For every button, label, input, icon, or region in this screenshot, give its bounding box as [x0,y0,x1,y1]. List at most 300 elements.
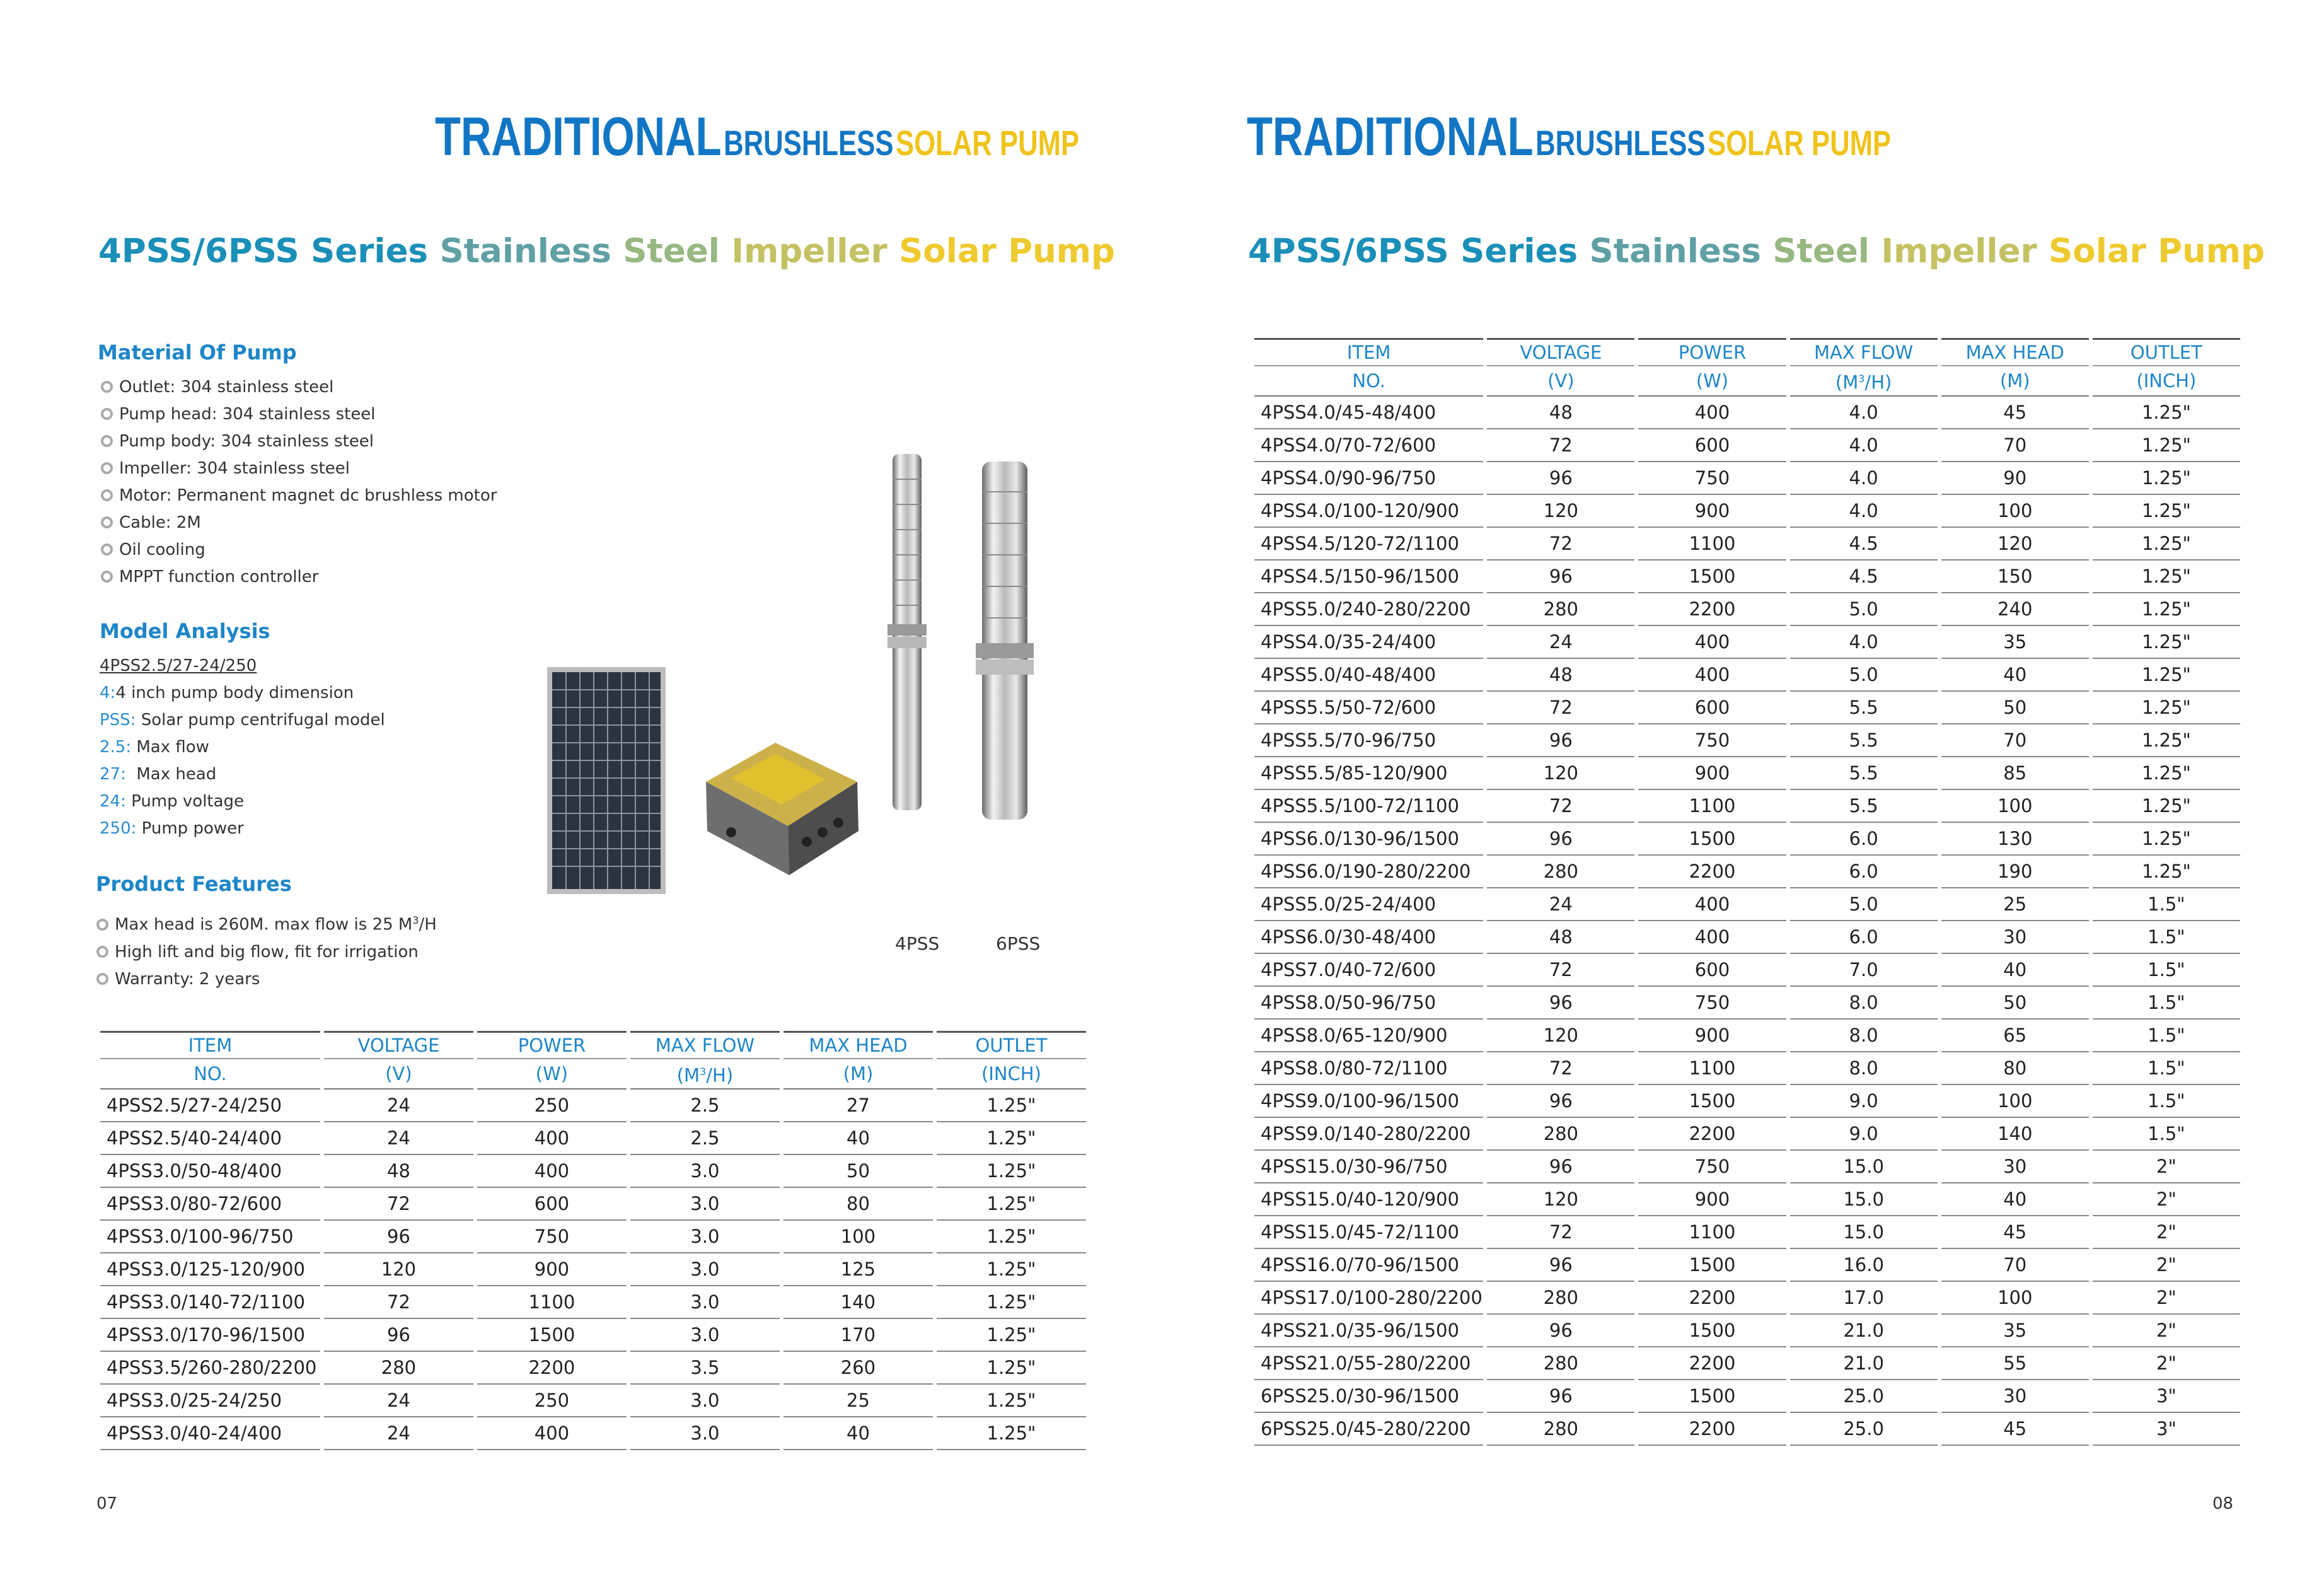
model-key: 24: [100,792,126,811]
table-cell: 1.5" [2093,1085,2240,1118]
table-cell: 1.25" [937,1286,1086,1319]
table-cell: 3" [2093,1413,2240,1446]
table-row [1254,495,2240,528]
table-cell: 4PSS3.0/100-96/750 [100,1221,320,1253]
table-cell: 72 [1487,528,1634,561]
table-cell: 1500 [1638,1085,1786,1118]
material-item: MPPT function controller [119,567,319,586]
model-key: 4: [100,683,116,702]
table-cell: 2" [2093,1183,2240,1216]
table-cell: 4PSS3.0/40-24/400 [100,1417,320,1450]
table-cell: 90 [1941,462,2089,495]
table-cell: 1.25" [2093,856,2240,888]
table-cell: 96 [1487,1249,1634,1282]
table-row [1254,593,2240,626]
table-cell: 2" [2093,1249,2240,1282]
table-cell: 900 [1638,1020,1786,1052]
table-row [1254,1347,2240,1380]
table-cell: 280 [1487,1347,1634,1380]
table-cell: 6PSS25.0/45-280/2200 [1254,1413,1483,1446]
unit-text: /H) [706,1064,734,1086]
table-cell: 600 [1638,954,1786,987]
list-item [96,966,437,993]
table-cell: 750 [1638,724,1786,757]
table-cell: 2" [2093,1216,2240,1249]
model-item [100,680,385,707]
model-key: 250: [100,819,137,838]
table-cell: 1.25" [2093,692,2240,724]
table-cell: 85 [1941,757,2089,790]
table-cell: 100 [1941,1282,2089,1315]
col-header: POWER [477,1031,627,1059]
table-cell: 50 [783,1155,933,1188]
table-cell: 65 [1941,1020,2089,1052]
table-cell: 40 [1941,659,2089,692]
material-item: Impeller: 304 stainless steel [119,459,350,478]
table-cell: 4PSS9.0/100-96/1500 [1254,1085,1483,1118]
spec-table-left [96,1031,1090,1450]
table-cell: 80 [783,1188,933,1221]
table-header-row [100,1059,1086,1090]
list-item [101,537,497,564]
table-cell: 48 [1487,921,1634,954]
table-cell: 250 [477,1385,627,1417]
table-cell: 4PSS5.5/70-96/750 [1254,724,1483,757]
table-row [1254,888,2240,921]
header-traditional: TRADITIONAL [1247,107,1534,167]
table-row [100,1352,1086,1385]
table-cell: 4.0 [1790,626,1938,659]
table-cell: 45 [1941,1413,2089,1446]
table-cell: 70 [1941,1249,2089,1282]
model-value: Pump voltage [125,792,245,811]
header-brushless: BRUSHLESS [1535,123,1706,163]
table-cell: 72 [1487,692,1634,724]
table-cell: 4PSS3.0/80-72/600 [100,1188,320,1221]
table-cell: 2" [2093,1282,2240,1315]
col-header: MAX HEAD [1941,338,2089,366]
table-cell: 9.0 [1790,1085,1938,1118]
table-cell: 6.0 [1790,856,1938,888]
table-cell: 750 [1638,987,1786,1020]
table-cell: 4.5 [1790,528,1938,561]
table-cell: 72 [1487,954,1634,987]
table-cell: 4PSS4.5/150-96/1500 [1254,561,1483,593]
table-row [100,1122,1086,1155]
col-header: MAX FLOW [1790,338,1938,366]
table-cell: 3.0 [630,1286,780,1319]
table-cell: 120 [324,1253,473,1286]
model-value: Max flow [131,738,209,757]
table-cell: 5.5 [1790,790,1938,823]
spec-table-right [1251,338,2244,1446]
table-row [1254,1216,2240,1249]
table-cell: 260 [783,1352,933,1385]
subtitle-stainless: Stainless [1589,232,1761,270]
col-unit: (W) [1638,366,1786,397]
table-cell: 6.0 [1790,823,1938,856]
feature-text: High lift and big flow, fit for irrigation [115,942,419,962]
bullet-icon [101,571,113,583]
list-item [101,482,497,509]
table-cell: 5.5 [1790,692,1938,724]
list-item [101,401,497,428]
table-cell: 4PSS5.5/50-72/600 [1254,692,1483,724]
table-cell: 8.0 [1790,987,1938,1020]
table-cell: 4.0 [1790,429,1938,462]
table-cell: 900 [1638,757,1786,790]
table-cell: 1100 [477,1286,627,1319]
subtitle-stainless: Stainless [439,232,611,270]
table-cell: 4PSS21.0/35-96/1500 [1254,1315,1483,1347]
table-header-row [100,1031,1086,1059]
col-header: ITEM [100,1031,320,1059]
table-cell: 24 [324,1122,473,1155]
table-cell: 2200 [1638,1413,1786,1446]
table-cell: 4PSS15.0/30-96/750 [1254,1151,1483,1183]
table-cell: 140 [783,1286,933,1319]
table-cell: 2200 [477,1352,627,1385]
bullet-icon [101,381,113,393]
table-cell: 1500 [477,1319,627,1352]
col-unit: (W) [477,1059,627,1090]
model-key: 2.5: [100,738,132,757]
table-row [1254,1052,2240,1085]
table-cell: 1500 [1638,561,1786,593]
table-cell: 1.25" [937,1155,1086,1188]
table-cell: 280 [324,1352,473,1385]
col-unit: (V) [324,1059,473,1090]
table-cell: 48 [1487,397,1634,429]
table-cell: 140 [1941,1118,2089,1151]
table-cell: 400 [1638,888,1786,921]
col-unit: (M) [783,1059,933,1090]
col-header: VOLTAGE [1487,338,1634,366]
subtitle-solar-pump: Solar Pump [899,232,1115,270]
table-cell: 400 [1638,397,1786,429]
table-cell: 4PSS4.0/35-24/400 [1254,626,1483,659]
table-cell: 4PSS3.0/25-24/250 [100,1385,320,1417]
table-cell: 100 [783,1221,933,1253]
table-cell: 45 [1941,397,2089,429]
table-row [1254,823,2240,856]
table-cell: 1.25" [2093,429,2240,462]
unit-sup: 3 [1858,373,1865,385]
controller-icon [706,743,858,875]
header-solar-pump: SOLAR PUMP [895,123,1080,163]
table-cell: 4PSS4.0/100-120/900 [1254,495,1483,528]
table-cell: 55 [1941,1347,2089,1380]
table-cell: 5.0 [1790,888,1938,921]
col-header: POWER [1638,338,1786,366]
table-row [100,1385,1086,1417]
table-cell: 5.5 [1790,757,1938,790]
pump-4pss-icon [887,454,927,810]
table-cell: 24 [324,1090,473,1122]
table-row [1254,1151,2240,1183]
table-cell: 17.0 [1790,1282,1938,1315]
table-cell: 1.25" [2093,593,2240,626]
model-value: Max head [125,765,217,784]
list-item [101,564,497,591]
table-cell: 750 [1638,1151,1786,1183]
table-cell: 1.25" [2093,724,2240,757]
table-row [1254,1183,2240,1216]
table-row [100,1188,1086,1221]
bullet-icon [101,489,113,501]
table-cell: 1.5" [2093,888,2240,921]
feature-text: Max head is 260M. max flow is 25 M [115,915,413,934]
table-row [1254,1282,2240,1315]
table-cell: 72 [324,1286,473,1319]
table-cell: 400 [1638,626,1786,659]
subtitle-series: 4PSS/6PSS Series [98,232,429,270]
table-cell: 1.5" [2093,1020,2240,1052]
table-cell: 25.0 [1790,1413,1938,1446]
table-cell: 4PSS5.0/25-24/400 [1254,888,1483,921]
table-cell: 4PSS3.5/260-280/2200 [100,1352,320,1385]
table-row [1254,724,2240,757]
table-cell: 280 [1487,1118,1634,1151]
table-row [1254,790,2240,823]
table-cell: 1.25" [2093,823,2240,856]
model-item [100,815,385,842]
list-item [101,509,497,537]
table-cell: 4PSS2.5/27-24/250 [100,1090,320,1122]
table-row [1254,1315,2240,1347]
table-cell: 1500 [1638,1315,1786,1347]
material-item: Pump body: 304 stainless steel [119,432,374,451]
table-cell: 4PSS6.0/30-48/400 [1254,921,1483,954]
table-cell: 1.25" [937,1417,1086,1450]
page-number-right: 08 [2212,1494,2234,1513]
table-cell: 4PSS2.5/40-24/400 [100,1122,320,1155]
model-title: Model Analysis [100,619,270,643]
bullet-icon [101,516,113,528]
table-cell: 2.5 [630,1122,780,1155]
table-cell: 1.25" [2093,495,2240,528]
table-cell: 21.0 [1790,1315,1938,1347]
table-cell: 70 [1941,724,2089,757]
table-header-row [1254,338,2240,366]
table-cell: 400 [1638,659,1786,692]
label-4pss: 4PSS [895,933,940,954]
model-value: 4 inch pump body dimension [115,683,354,702]
table-row [1254,757,2240,790]
col-unit: (M) [1941,366,2089,397]
table-cell: 30 [1941,921,2089,954]
unit-text: /H) [1864,371,1892,393]
col-header: MAX FLOW [630,1031,780,1059]
table-cell: 96 [1487,987,1634,1020]
table-cell: 5.5 [1790,724,1938,757]
label-6pss: 6PSS [996,933,1041,954]
table-cell: 4PSS6.0/190-280/2200 [1254,856,1483,888]
list-item [96,939,437,966]
table-row [100,1417,1086,1450]
table-cell: 40 [1941,954,2089,987]
table-cell: 50 [1941,987,2089,1020]
table-cell: 1500 [1638,823,1786,856]
material-title: Material Of Pump [98,340,297,364]
table-cell: 70 [1941,429,2089,462]
table-cell: 96 [1487,1151,1634,1183]
pump-6pss-icon [976,462,1034,820]
table-cell: 72 [1487,429,1634,462]
table-cell: 100 [1941,1085,2089,1118]
table-row [100,1319,1086,1352]
unit-text: (M [1835,371,1859,393]
table-cell: 4PSS3.0/125-120/900 [100,1253,320,1286]
table-row [1254,462,2240,495]
table-cell: 1.5" [2093,1052,2240,1085]
table-cell: 3.0 [630,1319,780,1352]
unit-text: (M [676,1064,700,1086]
table-cell: 400 [477,1155,627,1188]
subtitle-impeller: Impeller [1881,232,2037,270]
table-cell: 120 [1487,1183,1634,1216]
table-cell: 400 [1638,921,1786,954]
table-cell: 4PSS3.0/50-48/400 [100,1155,320,1188]
table-cell: 96 [1487,462,1634,495]
table-cell: 3.0 [630,1221,780,1253]
table-row [100,1253,1086,1286]
col-header: OUTLET [2093,338,2240,366]
col-unit [1790,366,1938,397]
table-cell: 100 [1941,495,2089,528]
col-unit: (INCH) [2093,366,2240,397]
table-cell: 190 [1941,856,2089,888]
table-cell: 1.5" [2093,921,2240,954]
table-cell: 4PSS6.0/130-96/1500 [1254,823,1483,856]
subtitle-impeller: Impeller [731,232,887,270]
table-cell: 280 [1487,1282,1634,1315]
table-cell: 2" [2093,1151,2240,1183]
col-header: VOLTAGE [324,1031,473,1059]
table-cell: 400 [477,1417,627,1450]
table-row [1254,626,2240,659]
table-cell: 4PSS21.0/55-280/2200 [1254,1347,1483,1380]
table-cell: 280 [1487,856,1634,888]
page-number-left: 07 [96,1494,118,1513]
table-cell: 600 [477,1188,627,1221]
table-cell: 1.5" [2093,954,2240,987]
table-cell: 1500 [1638,1380,1786,1413]
table-cell: 3.0 [630,1385,780,1417]
table-cell: 1.25" [937,1319,1086,1352]
table-row [1254,954,2240,987]
table-cell: 1.25" [937,1352,1086,1385]
table-cell: 96 [324,1221,473,1253]
left-subtitle [98,232,1115,270]
table-cell: 72 [324,1188,473,1221]
solar-panel-icon [547,667,666,894]
table-cell: 4PSS17.0/100-280/2200 [1254,1282,1483,1315]
table-cell: 4PSS4.0/45-48/400 [1254,397,1483,429]
table-cell: 30 [1941,1151,2089,1183]
table-cell: 24 [1487,626,1634,659]
table-cell: 6PSS25.0/30-96/1500 [1254,1380,1483,1413]
subtitle-steel: Steel [623,232,720,270]
table-cell: 4PSS8.0/80-72/1100 [1254,1052,1483,1085]
table-row [1254,856,2240,888]
table-cell: 3.0 [630,1417,780,1450]
table-row [1254,692,2240,724]
model-item [100,761,385,788]
table-row [100,1286,1086,1319]
table-cell: 40 [783,1417,933,1450]
table-row [1254,1413,2240,1446]
feature-text: Warranty: 2 years [115,969,260,989]
bullet-icon [101,435,113,447]
col-header: ITEM [1254,338,1483,366]
table-cell: 4PSS5.0/40-48/400 [1254,659,1483,692]
list-item [101,455,497,482]
table-cell: 4.0 [1790,462,1938,495]
table-cell: 80 [1941,1052,2089,1085]
model-analysis [100,653,385,842]
left-header [435,106,1079,168]
table-row [100,1090,1086,1122]
table-header-row [1254,366,2240,397]
bullet-icon [96,919,108,931]
table-cell: 150 [1941,561,2089,593]
table-row [1254,1020,2240,1052]
table-row [1254,1380,2240,1413]
table-cell: 96 [1487,561,1634,593]
table-cell: 4PSS7.0/40-72/600 [1254,954,1483,987]
material-item: Outlet: 304 stainless steel [119,378,334,397]
table-cell: 96 [324,1319,473,1352]
table-cell: 7.0 [1790,954,1938,987]
table-cell: 170 [783,1319,933,1352]
table-cell: 120 [1487,757,1634,790]
table-cell: 2200 [1638,856,1786,888]
table-cell: 1.25" [937,1188,1086,1221]
table-cell: 16.0 [1790,1249,1938,1282]
table-cell: 6.0 [1790,921,1938,954]
table-cell: 2200 [1638,593,1786,626]
table-cell: 1100 [1638,528,1786,561]
table-cell: 5.0 [1790,593,1938,626]
table-cell: 4PSS5.5/85-120/900 [1254,757,1483,790]
table-cell: 1.5" [2093,987,2240,1020]
model-key: PSS: [100,711,136,730]
table-cell: 5.0 [1790,659,1938,692]
table-cell: 4PSS4.0/90-96/750 [1254,462,1483,495]
table-cell: 72 [1487,1216,1634,1249]
table-cell: 1100 [1638,1052,1786,1085]
table-cell: 1100 [1638,790,1786,823]
table-row [100,1155,1086,1188]
table-cell: 600 [1638,692,1786,724]
col-unit: (INCH) [937,1059,1086,1090]
table-cell: 40 [1941,1183,2089,1216]
table-cell: 1.25" [937,1090,1086,1122]
table-cell: 25 [1941,888,2089,921]
table-cell: 40 [783,1122,933,1155]
material-item: Pump head: 304 stainless steel [119,405,376,424]
bullet-icon [101,408,113,420]
table-cell: 400 [477,1122,627,1155]
table-cell: 4PSS8.0/65-120/900 [1254,1020,1483,1052]
col-unit: NO. [100,1059,320,1090]
table-row [1254,528,2240,561]
table-row [1254,921,2240,954]
table-cell: 1100 [1638,1216,1786,1249]
table-cell: 15.0 [1790,1216,1938,1249]
table-cell: 4PSS4.0/70-72/600 [1254,429,1483,462]
